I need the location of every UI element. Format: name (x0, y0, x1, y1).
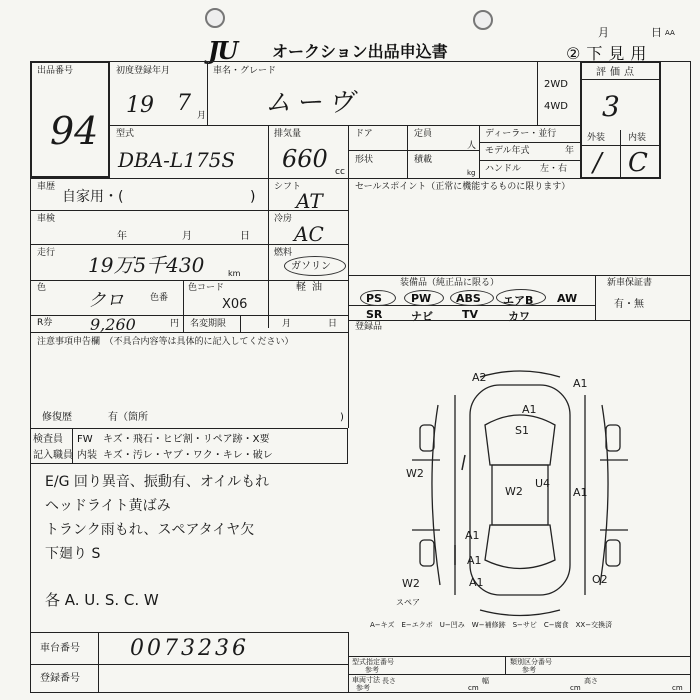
note-line-5: 各 A. U. S. C. W (45, 591, 159, 609)
capacity-label: 定員 (414, 129, 433, 139)
model-value: DBA-L175S (118, 148, 236, 172)
spare-label: スペア (396, 598, 420, 607)
color-value: クロ (88, 290, 124, 311)
ac-value: AC (294, 222, 324, 246)
equipment-abs: ABS (456, 292, 481, 305)
punch-hole-right (473, 10, 493, 30)
damage-mark: A1 (467, 554, 482, 567)
equipment-leather: カワ (508, 310, 530, 323)
new-cert-options: 有・無 (614, 299, 644, 310)
date-code: AA (665, 29, 675, 37)
handle-label: ハンドル (485, 164, 522, 174)
name-change-label: 名変期限 (190, 319, 227, 329)
equipment-ps: PS (366, 292, 382, 305)
lot-number-value: 94 (50, 109, 99, 153)
damage-mark: O2 (592, 573, 608, 586)
exterior-label: 外装 (587, 133, 606, 143)
inspector-label: 検査員 (33, 434, 63, 445)
damage-mark: U4 (535, 477, 551, 490)
mileage-label: 走行 (37, 248, 56, 258)
kg-unit: kg (467, 169, 476, 177)
damage-mark: W2 (402, 577, 420, 590)
handle-options: 左・右 (540, 164, 568, 174)
repair-value: 有（箇所 (108, 412, 148, 423)
history-label: 車歴 (37, 182, 56, 192)
person-unit: 人 (467, 141, 477, 151)
color-code-label: 色コード (188, 283, 225, 293)
inspection-year-unit: 年 (117, 231, 127, 242)
equipment-label: 装備品（純正品に限る） (400, 278, 500, 288)
entry-staff-label: 記入職員 (33, 450, 73, 461)
grade-label: 評価点 (596, 67, 638, 78)
length-label: 長さ (382, 677, 396, 685)
length-unit: cm (468, 684, 479, 692)
registered-items-label: 登録品 (355, 322, 383, 332)
damage-mark: A2 (472, 371, 487, 384)
exterior-grade: / (593, 148, 602, 178)
yen-unit: 円 (170, 319, 180, 329)
height-unit: cm (672, 684, 683, 692)
damage-mark: A1 (465, 529, 480, 542)
dims-ref: 参考 (356, 684, 370, 692)
equipment-sr: SR (366, 308, 383, 321)
note-line-3: トランク雨もれ、スペアタイヤ欠 (45, 522, 255, 538)
fuel-gasoline: ガソリン (291, 261, 331, 272)
grade-value: 3 (602, 90, 620, 123)
name-change-month: 月 (282, 319, 292, 329)
note-line-2: ヘッドライト黄ばみ (45, 498, 171, 514)
dims-label: 車両寸法 (352, 676, 380, 684)
shift-label: シフト (274, 182, 302, 192)
ac-label: 冷房 (274, 214, 293, 224)
designation-label: 型式指定番号 (352, 658, 394, 666)
date-day-label: 日 (651, 26, 662, 39)
shift-value: AT (296, 189, 323, 213)
color-no-label: 色番 (150, 293, 169, 303)
form-title: オークション出品申込書 (272, 42, 448, 61)
repair-close-paren: ) (340, 412, 344, 423)
equipment-pw: PW (411, 292, 432, 305)
model-label: 型式 (116, 129, 135, 139)
sales-point-label: セールスポイント（正常に機能するものに限ります） (355, 182, 571, 192)
recycle-label: R券 (37, 318, 53, 328)
repair-label: 修復歴 (42, 412, 72, 423)
designation-ref: 参考 (365, 666, 379, 674)
inspection-month-unit: 月 (182, 231, 192, 242)
history-value: 自家用・( (62, 189, 124, 205)
equipment-tv: TV (462, 308, 479, 321)
note-line-1: E/G 回り異音、振動有、オイルもれ (45, 474, 270, 490)
damage-mark: A1 (469, 576, 484, 589)
width-unit: cm (570, 684, 581, 692)
name-change-day: 日 (328, 319, 338, 329)
note-line-4: 下廻り S (45, 546, 101, 562)
fw-items: キズ・飛石・ヒビ割・リペア跡・X要 (103, 434, 270, 445)
equipment-airbag: エアB (503, 294, 534, 307)
damage-mark: S1 (515, 424, 529, 437)
km-unit: km (228, 269, 241, 278)
damage-legend: A−キズ E−エクボ U−凹み W−補修跡 S−サビ C−腐食 XX−交換済 (370, 621, 613, 629)
color-code-value: X06 (222, 297, 248, 312)
dealer-label: ディーラー・並行 (485, 129, 557, 139)
interior-grade: C (628, 148, 648, 178)
copy-label: ②下見用 (566, 44, 653, 63)
class-label: 類別区分番号 (510, 658, 552, 666)
chassis-label: 車台番号 (40, 643, 80, 654)
displacement-label: 排気量 (274, 129, 302, 139)
equipment-aw: AW (557, 292, 578, 305)
shape-label: 形状 (355, 155, 374, 165)
chassis-number: 0073236 (130, 636, 249, 661)
damage-mark: W2 (505, 485, 523, 498)
interior-items-label: 内装 (77, 450, 97, 461)
model-year-label: モデル年式 (485, 146, 530, 156)
inspection-day-unit: 日 (240, 231, 250, 242)
drive-4wd: 4WD (544, 101, 568, 112)
month-unit: 月 (197, 111, 207, 121)
color-label: 色 (37, 283, 47, 293)
interior-items: キズ・汚レ・ヤブ・ワク・キレ・破レ (103, 450, 273, 461)
fw-label: FW (77, 434, 93, 445)
mileage-value: 19万5千430 (88, 253, 205, 277)
lot-number-label: 出品番号 (37, 66, 74, 76)
registration-label: 登録番号 (40, 673, 80, 684)
width-label: 幅 (482, 677, 489, 685)
history-close-paren: ) (250, 189, 256, 205)
notes-header: 注意事項申告欄 （不具合内容等は具体的に記入してください） (37, 337, 294, 347)
damage-mark: A1 (573, 486, 588, 499)
first-reg-year: 19 (126, 93, 154, 118)
first-reg-label: 初度登録年月 (116, 66, 171, 76)
interior-label: 内装 (628, 133, 647, 143)
displacement-value: 660 (282, 145, 328, 173)
damage-mark: A1 (573, 377, 588, 390)
car-name-value: ムーヴ (265, 88, 360, 118)
height-label: 高さ (584, 677, 598, 685)
car-name-label: 車名・グレード (213, 66, 277, 76)
class-ref: 参考 (522, 666, 536, 674)
date-month-label: 月 (598, 26, 609, 39)
new-cert-label: 新車保証書 (607, 278, 653, 288)
damage-mark: A1 (522, 403, 537, 416)
inspection-label: 車検 (37, 214, 56, 224)
cc-unit: cc (335, 167, 345, 177)
damage-mark: W2 (406, 467, 424, 480)
punch-hole-left (205, 8, 225, 28)
drive-2wd: 2WD (544, 79, 568, 90)
first-reg-month: 7 (177, 91, 191, 116)
fuel-diesel: 軽油 (296, 282, 328, 293)
equipment-navi: ナビ (411, 310, 433, 323)
fuel-label: 燃料 (274, 248, 293, 258)
recycle-amount: 9,260 (90, 315, 136, 334)
door-label: ドア (355, 129, 373, 139)
company-logo: JU (208, 36, 237, 65)
load-label: 積載 (414, 155, 433, 165)
year-unit: 年 (565, 146, 575, 156)
